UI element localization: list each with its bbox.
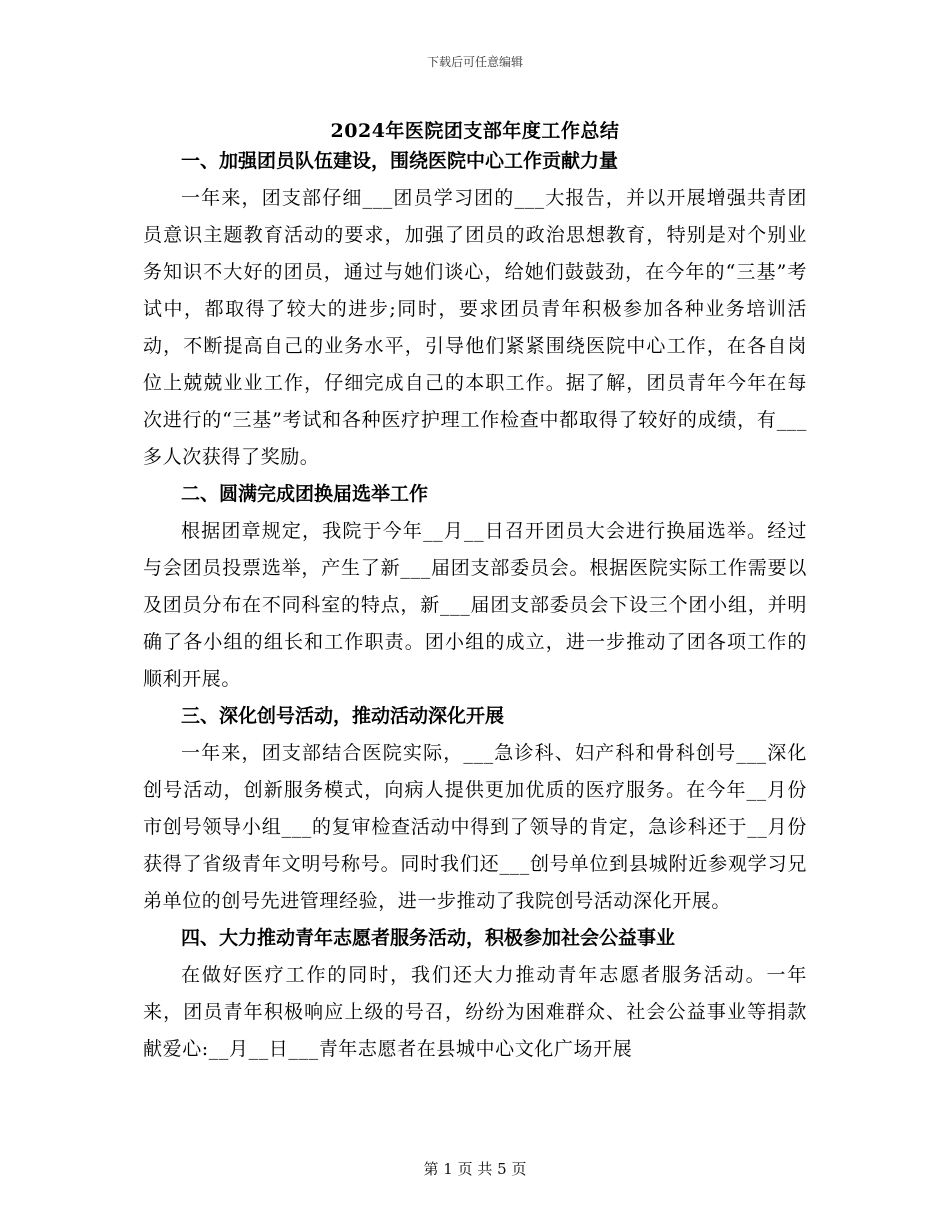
- section-heading: 四、大力推动青年志愿者服务活动，积极参加社会公益事业: [181, 927, 676, 949]
- paragraph: 在做好医疗工作的同时，我们还大力推动青年志愿者服务活动。一年来，团员青年积极响应上级的号召，纷纷为困难群众、社会公益事业等捐款献爱心:__月__日___青年志愿者在县城中心文化广场开展: [143, 964, 807, 1060]
- section-2: [143, 476, 807, 698]
- header-note: 下载后可任意编辑: [426, 55, 523, 69]
- section-heading: 三、深化创号活动，推动活动深化开展: [181, 705, 505, 727]
- paragraph: 一年来，团支部结合医院实际，___急诊科、妇产科和骨科创号___深化创号活动，创新服务模式，向病人提供更加优质的医疗服务。在今年__月份市创号领导小组___的复审检查活动中得到了领导的肯定，急诊科还于__月份获得了省级青年文明号称号。同时我们还___创号单位到县城附近参观学习兄弟单位的创号先进管理经验，进一步推动了我院创号活动深化开展。: [143, 742, 807, 912]
- section-heading: 一、加强团员队伍建设，围绕医院中心工作贡献力量: [181, 150, 619, 172]
- section-4: [143, 920, 807, 1068]
- section-heading: 二、圆满完成团换届选举工作: [181, 483, 429, 505]
- document-body: [143, 143, 807, 1068]
- section-3: [143, 698, 807, 920]
- paragraph: 一年来，团支部仔细___团员学习团的___大报告，并以开展增强共青团员意识主题教育活动的要求，加强了团员的政治思想教育，特别是对个别业务知识不大好的团员，通过与她们谈心，给她们鼓鼓劲，在今年的“三基”考试中，都取得了较大的进步;同时，要求团员青年积极参加各种业务培训活动，不断提高自己的业务水平，引导他们紧紧围绕医院中心工作，在各自岗位上兢兢业业工作，仔细完成自己的本职工作。据了解，团员青年今年在每次进行的“三基”考试和各种医疗护理工作检查中都取得了较好的成绩，有___多人次获得了奖励。: [143, 187, 807, 468]
- document-title: 2024年医院团支部年度工作总结: [330, 120, 620, 142]
- section-1: [143, 143, 807, 476]
- paragraph: 根据团章规定，我院于今年__月__日召开团员大会进行换届选举。经过与会团员投票选举，产生了新___届团支部委员会。根据医院实际工作需要以及团员分布在不同科室的特点，新___届团支部委员会下设三个团小组，并明确了各小组的组长和工作职责。团小组的成立，进一步推动了团各项工作的顺利开展。: [143, 520, 807, 690]
- page-indicator: 第 1 页 共 5 页: [423, 1160, 527, 1178]
